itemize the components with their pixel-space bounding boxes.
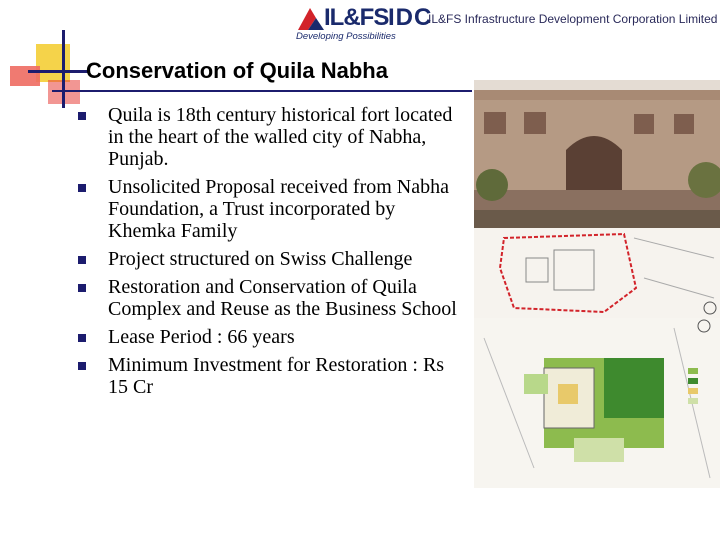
bullet-text: Restoration and Conservation of Quila Complex and Reuse as the Business School	[108, 276, 457, 320]
square-bullet-icon	[78, 284, 86, 292]
company-name: IL&FS Infrastructure Development Corporation Limited	[428, 12, 718, 26]
square-bullet-icon	[78, 112, 86, 120]
fort-layout-plan	[474, 228, 720, 318]
bullet-text: Unsolicited Proposal received from Nabha Foundation, a Trust incorporated by Khemka Family	[108, 176, 450, 242]
site-plan-map	[474, 318, 720, 488]
square-bullet-icon	[78, 334, 86, 342]
bullet-item	[78, 326, 458, 348]
fort-photo	[474, 80, 720, 228]
company-logo	[296, 4, 716, 44]
logo-tagline: Developing Possibilities	[296, 31, 396, 42]
bullet-list	[78, 104, 458, 404]
bullet-item	[78, 354, 458, 398]
logo-idc-text: IDC	[388, 4, 433, 31]
slide-title: Conservation of Quila Nabha	[86, 58, 388, 83]
square-bullet-icon	[78, 362, 86, 370]
square-bullet-icon	[78, 256, 86, 264]
bullet-text: Minimum Investment for Restoration : Rs 15 Cr	[108, 354, 445, 398]
bullet-item	[78, 104, 458, 170]
logo-idc	[388, 4, 432, 32]
bullet-item	[78, 248, 458, 270]
logo-brand: IL&FS	[324, 4, 389, 31]
bullet-item	[78, 276, 458, 320]
bullet-text: Project structured on Swiss Challenge	[108, 248, 413, 270]
bullet-item	[78, 176, 458, 242]
bullet-text: Quila is 18th century historical fort located in the heart of the walled city of Nabha, Punjab.	[108, 104, 453, 170]
title-underline	[52, 90, 472, 92]
bullet-text: Lease Period : 66 years	[108, 326, 295, 348]
square-bullet-icon	[78, 184, 86, 192]
corner-decoration	[0, 0, 110, 110]
logo-triangle-icon	[296, 6, 326, 32]
